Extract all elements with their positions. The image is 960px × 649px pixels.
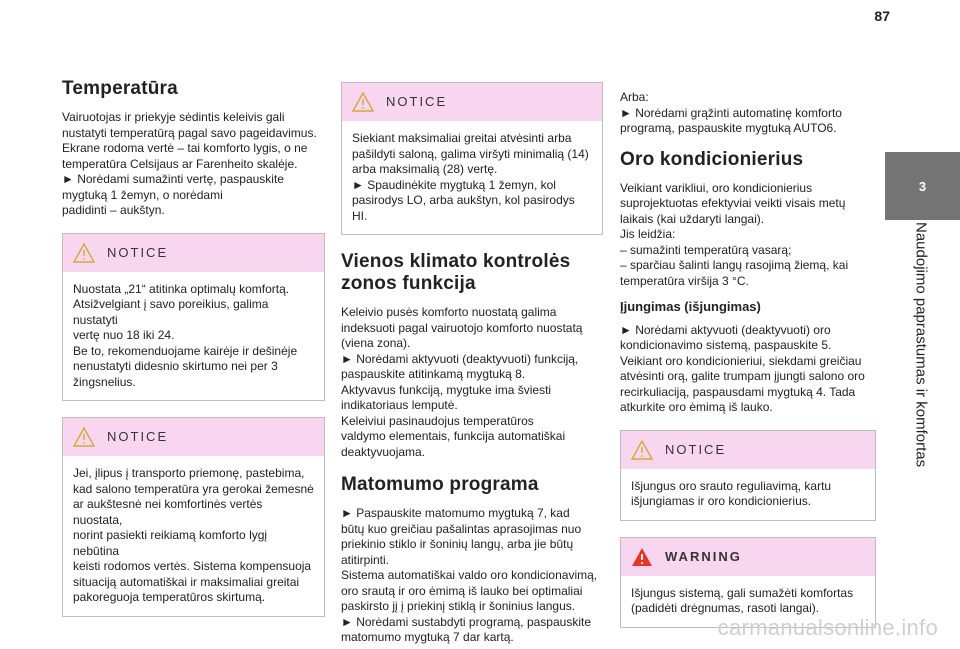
heading-visibility: Matomumo programa — [341, 474, 539, 495]
notice-label: NOTICE — [107, 244, 169, 260]
notice-header — [63, 418, 324, 456]
warning-box — [620, 537, 876, 628]
page-number: 87 — [874, 8, 890, 24]
on-off-body: ► Norėdami aktyvuoti (deaktyvuoti) oro kondicionavimo sistemą, paspauskite 5. Veikiant oro kondicionieriui, siekdami greičiau atvėsinti orą, galite trumpam įjungti salono oro recirkuliaciją, paspausdami mygtuką 4. Tada atkurkite oro ėmimą iš lauko. — [620, 322, 865, 414]
warning-label: WARNING — [665, 548, 742, 564]
caution-triangle-icon — [631, 440, 653, 460]
warning-text: Išjungus sistemą, gali sumažėti komfortas (padidėti drėgnumas, rasoti langai). — [631, 585, 854, 615]
air-conditioning-body: Veikiant varikliui, oro kondicionierius suprojektuotas efektyviai veikti visais metų laikais (kai uždaryti langai). Jis leidžia: – sumažinti temperatūrą vasarą; – sparčiau šalinti langų rasojimą žiemą, kai temperatūra viršija 3 °C. — [620, 180, 849, 288]
notice-text: Nuostata „21“ atitinka optimalų komfortą. Atsižvelgiant į savo poreikius, galima nustatyti vertę nuo 18 iki 24. Be to, rekomenduojame kairėje ir dešinėje nenustatyti didesnio skirtumo nei per 3 žingsnelius. — [73, 281, 298, 389]
notice-box-4 — [620, 430, 876, 521]
column-3 — [620, 90, 876, 644]
column-1 — [62, 78, 325, 633]
notice-box-3 — [341, 82, 603, 235]
notice-header — [63, 234, 324, 272]
notice-text: Jei, įlipus į transporto priemonę, pastebima, kad salono temperatūra yra gerokai žemesnė ar aukštesnė nei komfortinės vertės nuostata, norint pasiekti reikiamą komforto lygį nebūtina keisti rodomos vertės. Sistema kompensuoja situaciją automatiškai ir maksimaliai greitai pakoreguoja temperatūros skirtumą. — [73, 466, 314, 604]
heading-on-off: Įjungimas (išjungimas) — [620, 299, 761, 314]
warning-triangle-icon — [631, 547, 653, 567]
warning-header — [621, 538, 875, 576]
notice-label: NOTICE — [386, 94, 448, 110]
caution-triangle-icon — [73, 427, 95, 447]
temperature-body: Vairuotojas ir priekyje sėdintis keleivis gali nustatyti temperatūrą pagal savo pageidavimus. Ekrane rodoma vertė – tai komforto lygis, o ne temperatūra Celsijaus ar Farenheito skalėje. ► Norėdami sumažinti vertę, paspauskite mygtuką 1 žemyn, o norėdami padidinti – aukštyn. — [62, 110, 317, 217]
notice-header — [342, 83, 602, 121]
notice-text: Išjungus oro srauto reguliavimą, kartu išjungiamas ir oro kondicionierius. — [631, 478, 832, 508]
notice-text: Siekiant maksimaliai greitai atvėsinti arba pašildyti saloną, galima viršyti minimalią (14) arba maksimalią (28) vertę. ► Spaudinėkite mygtuką 1 žemyn, kol pasirodys LO, arba aukštyn, kol pasirodys HI. — [352, 131, 589, 223]
notice-box-1 — [62, 233, 325, 402]
watermark: carmanualsonline.info — [717, 615, 938, 640]
chapter-number-tab: 3 — [885, 152, 960, 220]
notice-header — [621, 431, 875, 469]
single-zone-body: Keleivio pusės komforto nuostatą galima indeksuoti pagal vairuotojo komforto nuostatą (viena zona). ► Norėdami aktyvuoti (deaktyvuoti) funkciją, paspauskite atitinkamą mygtuką 8. Aktyvavus funkciją, mygtuke ima šviesti indikatoriaus lemputė. Keleiviui pasinaudojus temperatūros valdymo elementais, funkcija automatiškai deaktyvuojama. — [341, 305, 583, 459]
heading-air-conditioning: Oro kondicionierius — [620, 148, 804, 170]
caution-triangle-icon — [352, 92, 374, 112]
visibility-body: ► Paspauskite matomumo mygtuką 7, kad būtų kuo greičiau pašalintas aprasojimas nuo priekinio stiklo ir šoninių langų, arba jie būtų atitirpinti. Sistema automatiškai valdo oro kondicionavimą, oro srautą ir oro ėmimą iš lauko bei optimaliai paskirsto jį į priekinį stiklą ir šoninius langus. ► Norėdami sustabdyti programą, paspauskite matomumo mygtuką 7 dar kartą. — [341, 506, 598, 644]
notice-box-2 — [62, 417, 325, 617]
notice-label: NOTICE — [107, 429, 169, 445]
auto-program-body: Arba: ► Norėdami grąžinti automatinę komforto programą, paspauskite mygtuką AUTO6. — [620, 90, 842, 135]
heading-temperatura: Temperatūra — [62, 78, 178, 99]
notice-label: NOTICE — [665, 441, 727, 457]
column-2 — [341, 82, 603, 646]
chapter-title-vertical — [886, 222, 956, 562]
caution-triangle-icon — [73, 243, 95, 263]
heading-single-zone: Vienos klimato kontrolės zonos funkcija — [341, 251, 571, 294]
chapter-title: Naudojimo paprastumas ir komfortas — [912, 222, 930, 468]
